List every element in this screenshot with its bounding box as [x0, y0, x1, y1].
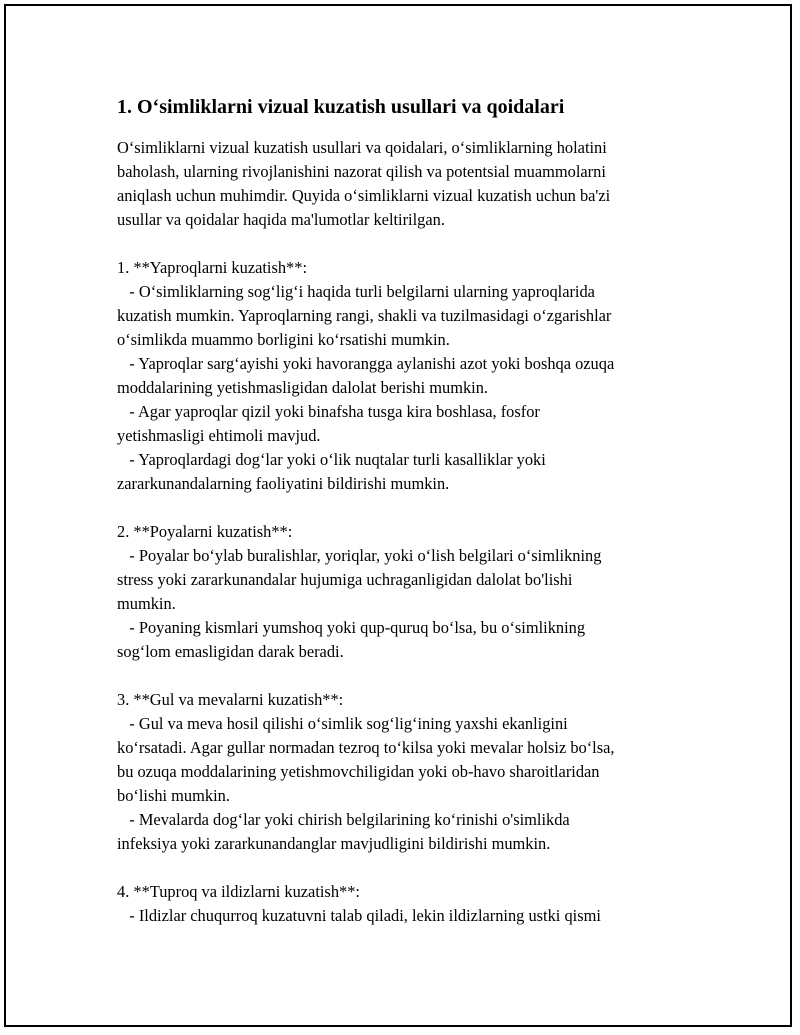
text-line: 2. **Poyalarni kuzatish**: — [117, 522, 293, 541]
blank-line — [117, 856, 687, 880]
document-title: 1. O‘simliklarni vizual kuzatish usullari va qoidalari — [117, 96, 565, 118]
text-line: 4. **Tuproq va ildizlarni kuzatish**: — [117, 882, 360, 901]
text-line: o‘simlikda muammo borligini ko‘rsatishi mumkin. — [117, 330, 450, 349]
text-line: - O‘simliklarning sog‘lig‘i haqida turli belgilarni ularning yaproqlarida — [117, 282, 595, 301]
text-line: - Mevalarda dog‘lar yoki chirish belgilarining ko‘rinishi o'simlikda — [117, 810, 570, 829]
text-line: yetishmasligi ehtimoli mavjud. — [117, 426, 321, 445]
text-line: moddalarining yetishmasligidan dalolat berishi mumkin. — [117, 378, 489, 397]
text-line: baholash, ularning rivojlanishini nazorat qilish va potentsial muammolarni — [117, 162, 606, 181]
text-line: aniqlash uchun muhimdir. Quyida o‘simliklarni vizual kuzatish uchun ba'zi — [117, 186, 611, 205]
text-line: sog‘lom emasligidan darak beradi. — [117, 642, 344, 661]
text-line: usullar va qoidalar haqida ma'lumotlar keltirilgan. — [117, 210, 445, 229]
document-text — [117, 136, 687, 928]
blank-line — [117, 232, 687, 256]
text-line: bo‘lishi mumkin. — [117, 786, 230, 805]
text-line: - Ildizlar chuqurroq kuzatuvni talab qiladi, lekin ildizlarning ustki qismi — [117, 906, 601, 925]
text-line: infeksiya yoki zararkunandanglar mavjudligini bildirishi mumkin. — [117, 834, 551, 853]
text-line: 1. **Yaproqlarni kuzatish**: — [117, 258, 307, 277]
document-body — [117, 94, 687, 928]
text-line: - Poyalar bo‘ylab buralishlar, yoriqlar, yoki o‘lish belgilari o‘simlikning — [117, 546, 602, 565]
text-line: - Yaproqlar sarg‘ayishi yoki havorangga aylanishi azot yoki boshqa ozuqa — [117, 354, 615, 373]
text-line: stress yoki zararkunandalar hujumiga uchraganligidan dalolat bo'lishi — [117, 570, 573, 589]
text-line: 3. **Gul va mevalarni kuzatish**: — [117, 690, 344, 709]
text-line: O‘simliklarni vizual kuzatish usullari va qoidalari, o‘simliklarning holatini — [117, 138, 607, 157]
text-line: - Yaproqlardagi dog‘lar yoki o‘lik nuqtalar turli kasalliklar yoki — [117, 450, 546, 469]
text-line: ko‘rsatadi. Agar gullar normadan tezroq to‘kilsa yoki mevalar holsiz bo‘lsa, — [117, 738, 615, 757]
text-line: - Gul va meva hosil qilishi o‘simlik sog‘lig‘ining yaxshi ekanligini — [117, 714, 568, 733]
blank-line — [117, 664, 687, 688]
text-line: mumkin. — [117, 594, 176, 613]
text-line: kuzatish mumkin. Yaproqlarning rangi, shakli va tuzilmasidagi o‘zgarishlar — [117, 306, 612, 325]
blank-line — [117, 496, 687, 520]
text-line: - Agar yaproqlar qizil yoki binafsha tusga kira boshlasa, fosfor — [117, 402, 540, 421]
text-line: zararkunandalarning faoliyatini bildirishi mumkin. — [117, 474, 450, 493]
text-line: bu ozuqa moddalarining yetishmovchiligidan yoki ob-havo sharoitlaridan — [117, 762, 600, 781]
text-line: - Poyaning kismlari yumshoq yoki qup-quruq bo‘lsa, bu o‘simlikning — [117, 618, 586, 637]
